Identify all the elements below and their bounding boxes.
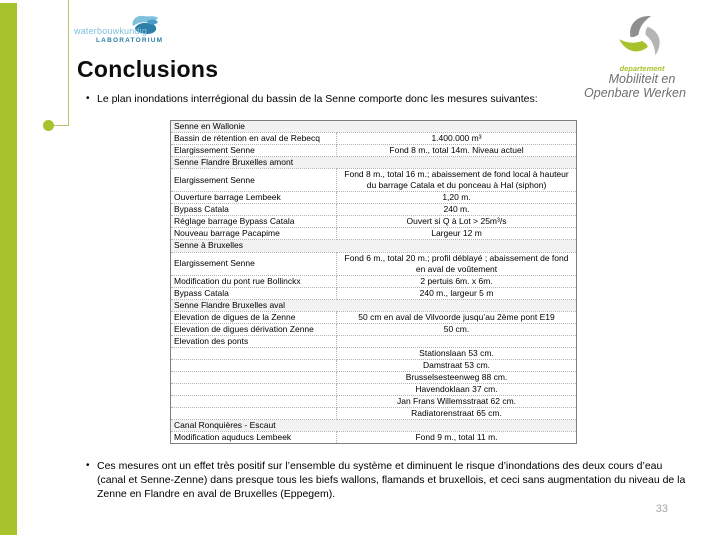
table-row <box>171 371 577 383</box>
table-section-row <box>171 240 577 252</box>
measure-label: Modification aquducs Lembeek <box>171 432 337 444</box>
mow-wordmark-line2: Openbare Werken <box>584 86 686 100</box>
table-row <box>171 204 577 216</box>
measure-label: Modification du pont rue Bollinckx <box>171 275 337 287</box>
bullet-marker: • <box>86 460 90 471</box>
measure-value: Fond 8 m., total 14m. Niveau actuel <box>337 145 577 157</box>
table-section-label: Senne à Bruxelles <box>171 240 577 252</box>
table-section-label: Senne Flandre Bruxelles aval <box>171 299 577 311</box>
table-section-row <box>171 157 577 169</box>
table-row <box>171 359 577 371</box>
measure-value: Damstraat 53 cm. <box>337 359 577 371</box>
table-row <box>171 169 577 192</box>
waterbouwkundig-wordmark: waterbouwkundig <box>74 26 148 36</box>
measure-value: Brusselsesteenweg 88 cm. <box>337 371 577 383</box>
measure-label: Bypass Catala <box>171 287 337 299</box>
measure-value: Havendoklaan 37 cm. <box>337 384 577 396</box>
measure-value: Radiatorenstraat 65 cm. <box>337 408 577 420</box>
measure-label: Bypass Catala <box>171 204 337 216</box>
decorative-line-horizontal <box>52 125 69 126</box>
table-row <box>171 335 577 347</box>
table-row <box>171 408 577 420</box>
page-number: 33 <box>655 503 668 515</box>
accent-bar <box>0 3 17 535</box>
table-row <box>171 432 577 444</box>
bullet-conclusion-text: Ces mesures ont un effet très positif sur l’ensemble du système et diminuent le risque d’inondations des deux cours d’eau (canal et Senne-Zenne) dans presque tous les biefs wallons, flamands et bruxellois, et ceci sans augmentation du niveau de la Zenne en Flandre en aval de Bruxelles (Eppegem). <box>97 460 686 501</box>
table-row <box>171 275 577 287</box>
mow-department-logo <box>582 10 702 102</box>
table-section-row <box>171 299 577 311</box>
measure-value: 240 m. <box>337 204 577 216</box>
measure-value: Jan Frans Willemsstraat 62 cm. <box>337 396 577 408</box>
table-section-label: Canal Ronquières - Escaut <box>171 420 577 432</box>
mow-wordmark-line1: Mobiliteit en <box>608 72 676 86</box>
measure-label: Elargissement Senne <box>171 169 337 192</box>
table-row <box>171 145 577 157</box>
measure-label: Ouverture barrage Lembeek <box>171 192 337 204</box>
measure-value: 50 cm en aval de Vilvoorde jusqu’au 2ème pont E19 <box>337 311 577 323</box>
measure-label <box>171 371 337 383</box>
table-section-label: Senne Flandre Bruxelles amont <box>171 157 577 169</box>
table-row <box>171 323 577 335</box>
table-row <box>171 396 577 408</box>
measures-table-body <box>171 121 577 444</box>
table-row <box>171 133 577 145</box>
table-row <box>171 311 577 323</box>
table-row <box>171 216 577 228</box>
measures-table <box>170 120 577 444</box>
measure-label: Nouveau barrage Pacapime <box>171 228 337 240</box>
measure-label: Bassin de rétention en aval de Rebecq <box>171 133 337 145</box>
page-title: Conclusions <box>77 56 219 82</box>
table-section-label: Senne en Wallonie <box>171 121 577 133</box>
table-row <box>171 228 577 240</box>
measure-value: Stationslaan 53 cm. <box>337 347 577 359</box>
measure-value: 50 cm. <box>337 323 577 335</box>
measure-value <box>337 335 577 347</box>
table-row <box>171 287 577 299</box>
measure-label: Elevation des ponts <box>171 335 337 347</box>
pinwheel-swirl-icon <box>613 12 671 69</box>
measure-value: Largeur 12 m <box>337 228 577 240</box>
measure-label <box>171 396 337 408</box>
table-row <box>171 384 577 396</box>
table-row <box>171 347 577 359</box>
measure-label <box>171 384 337 396</box>
measure-value: Fond 8 m., total 16 m.; abaissement de fond local à hauteur du barrage Catala et du ponceau à Hal (siphon) <box>337 169 577 192</box>
measure-value: 240 m., largeur 5 m <box>337 287 577 299</box>
measure-label: Elevation de digues dérivation Zenne <box>171 323 337 335</box>
table-section-row <box>171 420 577 432</box>
table-row <box>171 252 577 275</box>
table-section-row <box>171 121 577 133</box>
bullet-marker: • <box>86 93 90 104</box>
measure-label <box>171 359 337 371</box>
measure-label: Elargissement Senne <box>171 252 337 275</box>
measure-label: Réglage barrage Bypass Catala <box>171 216 337 228</box>
measure-value: 1,20 m. <box>337 192 577 204</box>
departement-label: departement <box>619 64 665 73</box>
measure-value: Ouvert si Q à Lot > 25m³/s <box>337 216 577 228</box>
bullet-intro-text: Le plan inondations interrégional du bassin de la Senne comporte donc les mesures suivantes: <box>97 93 538 105</box>
measure-label: Elevation de digues de la Zenne <box>171 311 337 323</box>
measure-label <box>171 408 337 420</box>
measure-value: 2 pertuis 6m. x 6m. <box>337 275 577 287</box>
table-row <box>171 192 577 204</box>
bullet-conclusion <box>86 459 692 502</box>
laboratorium-wordmark: LABORATORIUM <box>96 37 164 44</box>
decorative-line-vertical <box>68 0 69 125</box>
waterbouwkundig-logo <box>74 14 184 48</box>
measure-value: Fond 6 m., total 20 m.; profil déblayé ; abaissement de fond en aval de voûtement <box>337 252 577 275</box>
bullet-intro <box>86 92 686 106</box>
measure-value: 1.400.000 m³ <box>337 133 577 145</box>
decorative-dot <box>43 120 54 131</box>
measure-label: Elargissement Senne <box>171 145 337 157</box>
measure-value: Fond 9 m., total 11 m. <box>337 432 577 444</box>
measure-label <box>171 347 337 359</box>
